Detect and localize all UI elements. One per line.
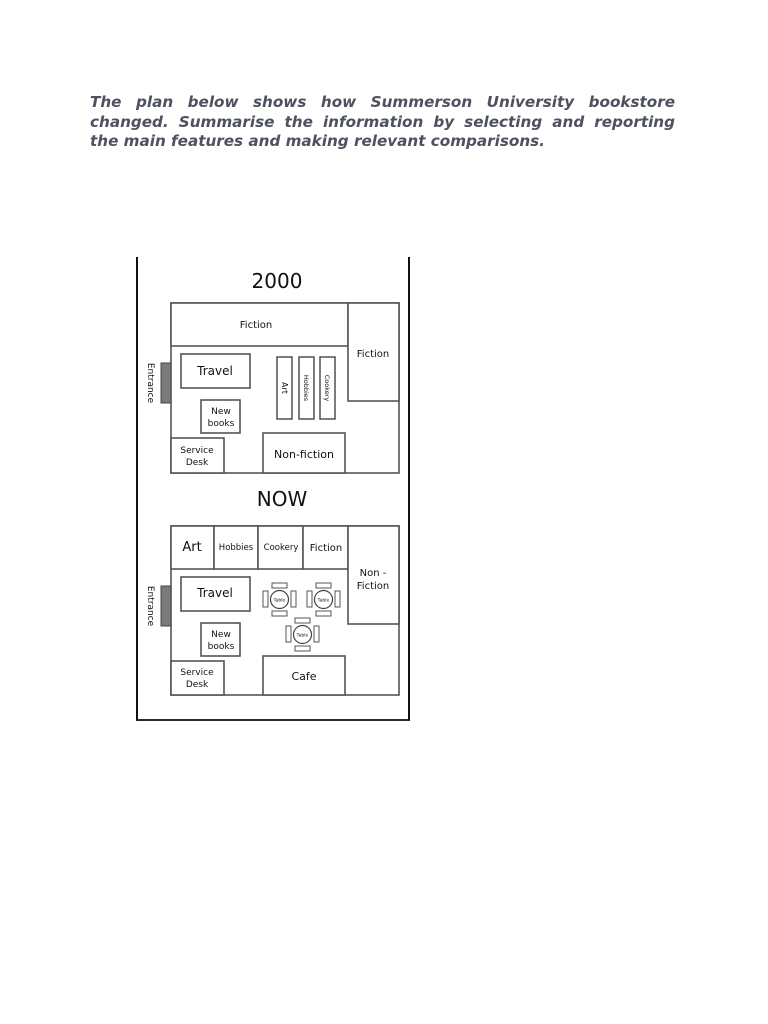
plan-now-new-books-label-2: books	[207, 642, 235, 652]
plan-now-travel-label: Travel	[197, 586, 233, 600]
plan-2000-non-fiction-label: Non-fiction	[274, 448, 334, 461]
bookstore-plan-figure	[136, 257, 410, 721]
plan-2000-travel-label: Travel	[197, 364, 233, 378]
plan-2000-new-books-label-1: New	[211, 407, 231, 417]
plan-now-table-3-label: Table	[296, 633, 309, 639]
plan-now-service-desk-label-1: Service	[180, 668, 214, 678]
plan-now-fiction-label: Fiction	[309, 543, 343, 554]
plan-now-entrance-label: Entrance	[145, 585, 155, 627]
plan-now-art-label: Art	[182, 540, 202, 555]
plan-now-non-fiction-label-2: Fiction	[356, 581, 390, 592]
plan-2000	[145, 269, 399, 473]
plan-2000-service-desk-label-2: Desk	[185, 458, 209, 468]
plan-now-title: NOW	[256, 487, 308, 511]
plan-now-non-fiction-label-1: Non -	[359, 568, 387, 579]
plan-2000-title: 2000	[251, 269, 303, 293]
plan-now-table-2-label: Table	[317, 598, 330, 604]
plan-2000-art-label: Art	[280, 382, 289, 394]
plan-now-hobbies-label: Hobbies	[218, 543, 254, 553]
plan-2000-new-books-label-2: books	[207, 419, 235, 429]
plan-2000-service-desk-label-1: Service	[180, 446, 214, 456]
plan-2000-entrance-label: Entrance	[145, 362, 155, 404]
plan-now-service-desk-label-2: Desk	[185, 680, 209, 690]
plan-now-new-books-label-1: New	[211, 630, 231, 640]
plan-2000-cookery-label: Cookery	[323, 374, 331, 402]
plan-now-cafe-label: Cafe	[291, 670, 317, 683]
plan-now	[145, 487, 399, 695]
plan-2000-hobbies-label: Hobbies	[302, 374, 310, 402]
plan-2000-entrance-door	[161, 363, 171, 403]
plan-2000-fiction-right-label: Fiction	[356, 349, 390, 360]
plan-now-cookery-label: Cookery	[263, 543, 299, 553]
task-prompt: The plan below shows how Summerson University bookstore changed. Summarise the information by selecting and reporting the main features and making relevant comparisons.	[90, 93, 675, 150]
plan-now-entrance-door	[161, 586, 171, 626]
bookstore-plan-svg	[138, 257, 408, 719]
plan-2000-fiction-top-label: Fiction	[239, 320, 273, 331]
plan-now-table-1-label: Table	[273, 598, 286, 604]
